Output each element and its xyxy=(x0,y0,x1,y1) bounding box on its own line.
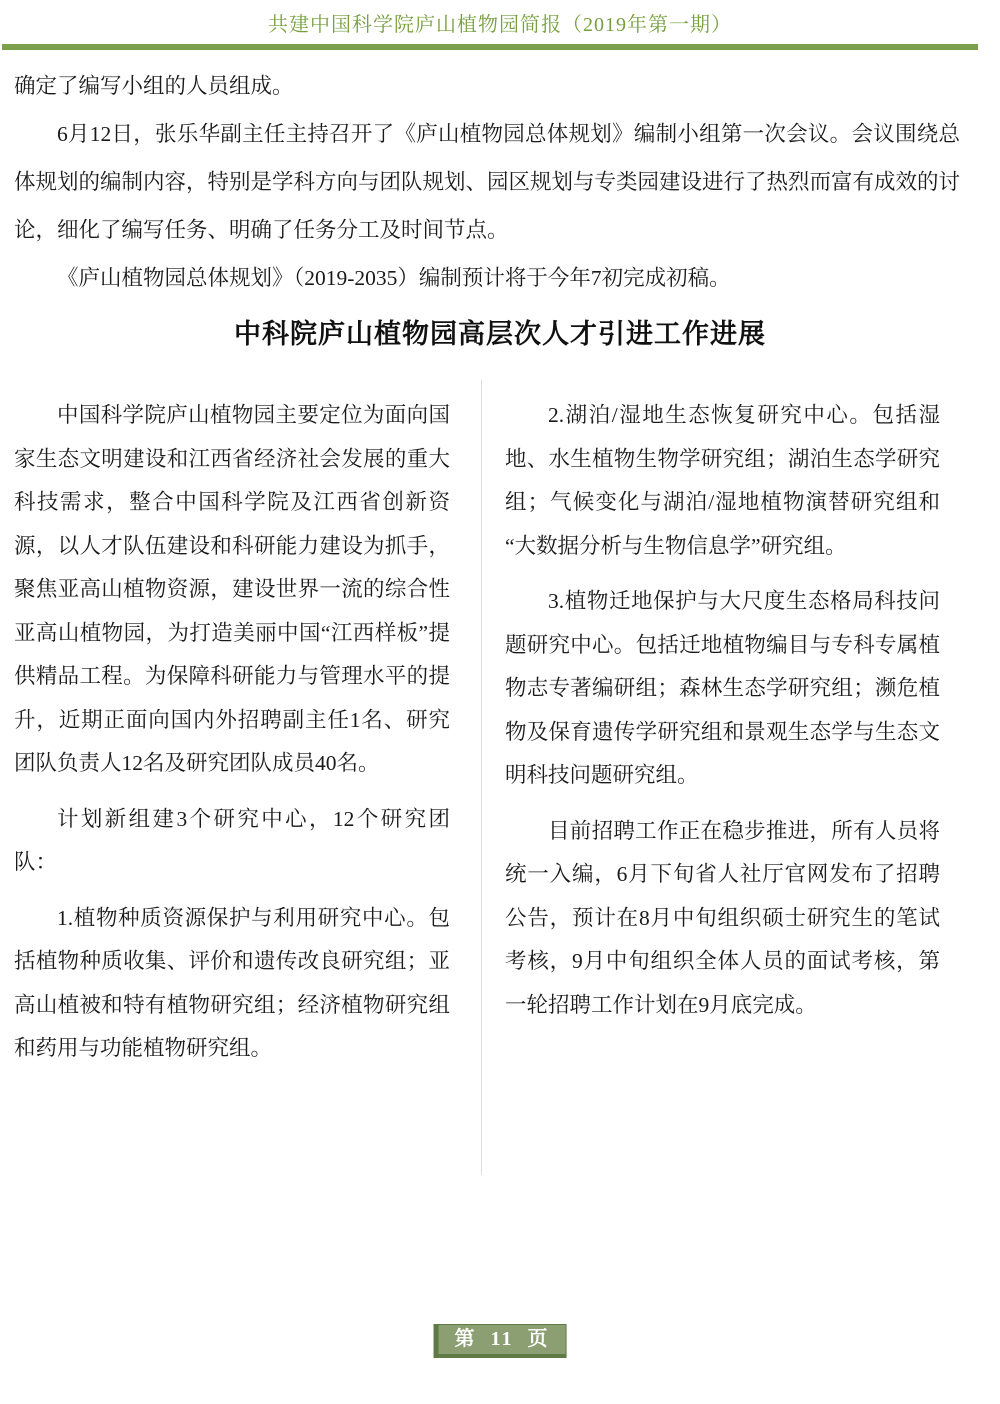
left-column-paragraph: 1.植物种质资源保护与利用研究中心。包括植物种质收集、评价和遗传改良研究组；亚高山植被和特有植物研究组；经济植物研究组和药用与功能植物研究组。 xyxy=(14,905,450,1060)
intro-paragraph-meeting: 6月12日，张乐华副主任主持召开了《庐山植物园总体规划》编制小组第一次会议。会议围绕总体规划的编制内容，特别是学科方向与团队规划、园区规划与专类园建设进行了热烈而富有成效的讨论，细化了编写任务、明确了任务分工及时间节点。 xyxy=(14,122,961,242)
right-column xyxy=(505,380,940,1039)
right-column-paragraph: 3.植物迁地保护与大尺度生态格局科技问题研究中心。包括迁地植物编目与专科专属植物志专著编研组；森林生态学研究组；濒危植物及保育遗传学研究组和景观生态学与生态文明科技问题研究组。 xyxy=(505,589,940,787)
two-column-body xyxy=(14,380,1000,1175)
left-column-paragraph: 中国科学院庐山植物园主要定位为面向国家生态文明建设和江西省经济社会发展的重大科技需求，整合中国科学院及江西省创新资源，以人才队伍建设和科研能力建设为抓手，聚焦亚高山植物资源，建设世界一流的综合性亚高山植物园，为打造美丽中国“江西样板”提供精品工程。为保障科研能力与管理水平的提升，近期正面向国内外招聘副主任1名、研究团队负责人12名及研究团队成员40名。 xyxy=(14,403,450,775)
right-column-paragraph: 目前招聘工作正在稳步推进，所有人员将统一入编，6月下旬省人社厅官网发布了招聘公告，预计在8月中旬组织硕士研究生的笔试考核，9月中旬组织全体人员的面试考核，第一轮招聘工作计划在9月底完成。 xyxy=(505,818,940,1017)
intro-section xyxy=(14,62,960,302)
page-footer xyxy=(434,1324,567,1358)
left-column xyxy=(14,380,450,1083)
page-number-badge: 第 11 页 xyxy=(434,1324,567,1358)
masthead-rule xyxy=(2,44,978,50)
intro-paragraph-plan-draft: 《庐山植物园总体规划》（2019-2035）编制预计将于今年7初完成初稿。 xyxy=(57,266,731,290)
left-column-paragraph: 计划新组建3个研究中心，12个研究团队： xyxy=(14,806,450,874)
section-heading-talent-recruitment: 中科院庐山植物园高层次人才引进工作进展 xyxy=(234,319,766,349)
intro-paragraph-continuation: 确定了编写小组的人员组成。 xyxy=(14,74,294,98)
right-column-paragraph: 2.湖泊/湿地生态恢复研究中心。包括湿地、水生植物生物学研究组；湖泊生态学研究组；气候变化与湖泊/湿地植物演替研究组和“大数据分析与生物信息学”研究组。 xyxy=(505,403,940,558)
masthead-title: 共建中国科学院庐山植物园简报（2019年第一期） xyxy=(268,14,732,36)
column-divider xyxy=(481,380,482,1175)
